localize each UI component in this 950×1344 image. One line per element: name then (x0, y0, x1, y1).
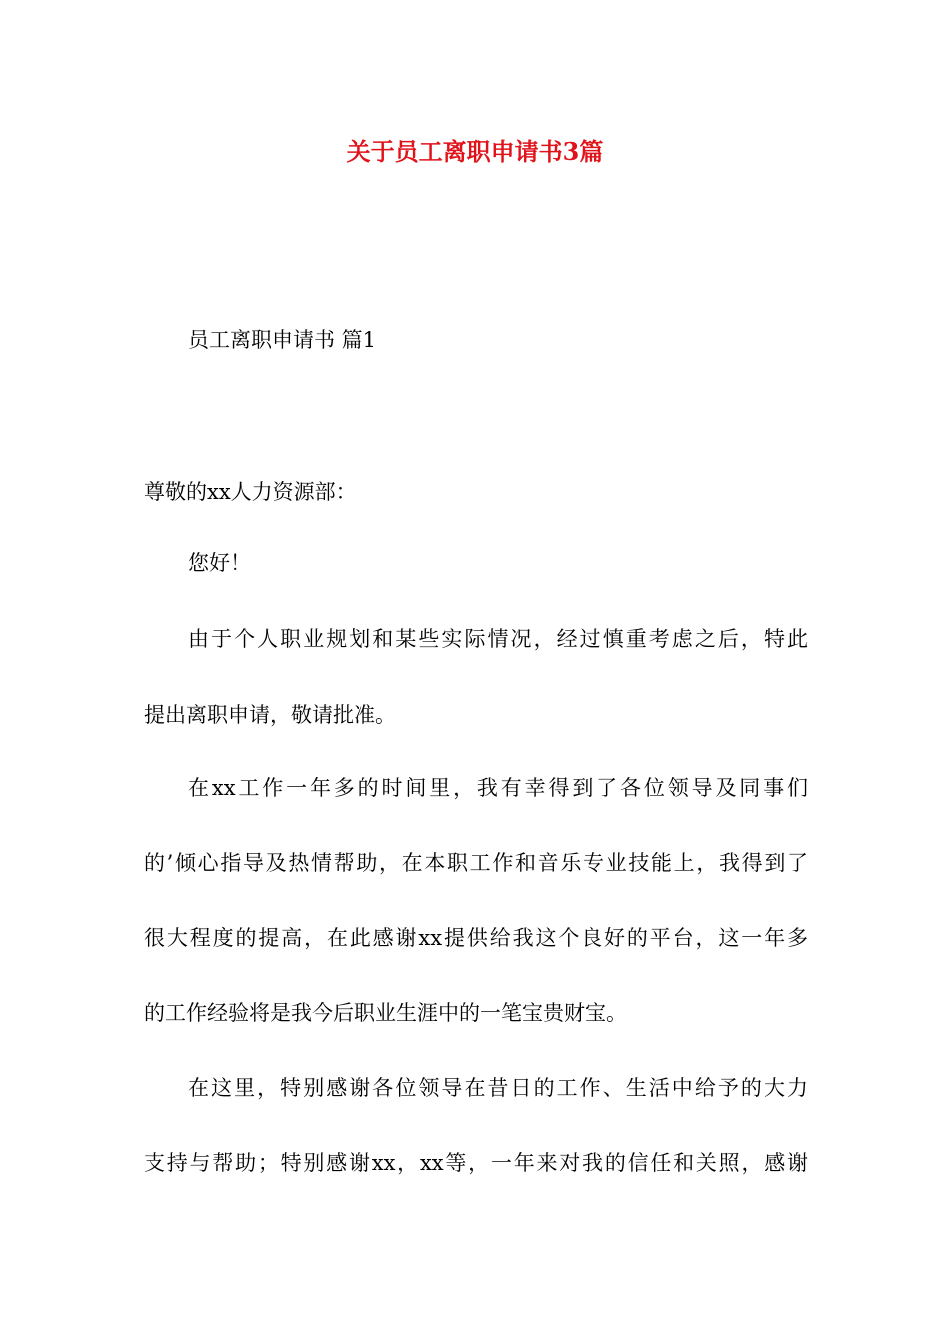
paragraph-line: 在xx工作一年多的时间里，我有幸得到了各位领导及同事们 (188, 776, 808, 800)
paragraph-line: 的’倾心指导及热情帮助，在本职工作和音乐专业技能上，我得到了 (144, 851, 808, 875)
paragraph-line: 提出离职申请，敬请批准。 (144, 703, 396, 727)
section-heading: 员工离职申请书 篇1 (188, 328, 377, 352)
paragraph-line: 很大程度的提高，在此感谢xx提供给我这个良好的平台，这一年多 (144, 926, 808, 950)
greeting: 您好！ (188, 551, 251, 575)
paragraph-line: 支持与帮助；特别感谢xx，xx等，一年来对我的信任和关照，感谢 (144, 1151, 808, 1175)
paragraph-line: 由于个人职业规划和某些实际情况，经过慎重考虑之后，特此 (188, 627, 808, 651)
paragraph-line: 在这里，特别感谢各位领导在昔日的工作、生活中给予的大力 (188, 1076, 808, 1100)
paragraph-line: 的工作经验将是我今后职业生涯中的一笔宝贵财宝。 (144, 1001, 627, 1025)
salutation: 尊敬的xx人力资源部： (144, 480, 357, 504)
document-title: 关于员工离职申请书3篇 (346, 137, 604, 166)
